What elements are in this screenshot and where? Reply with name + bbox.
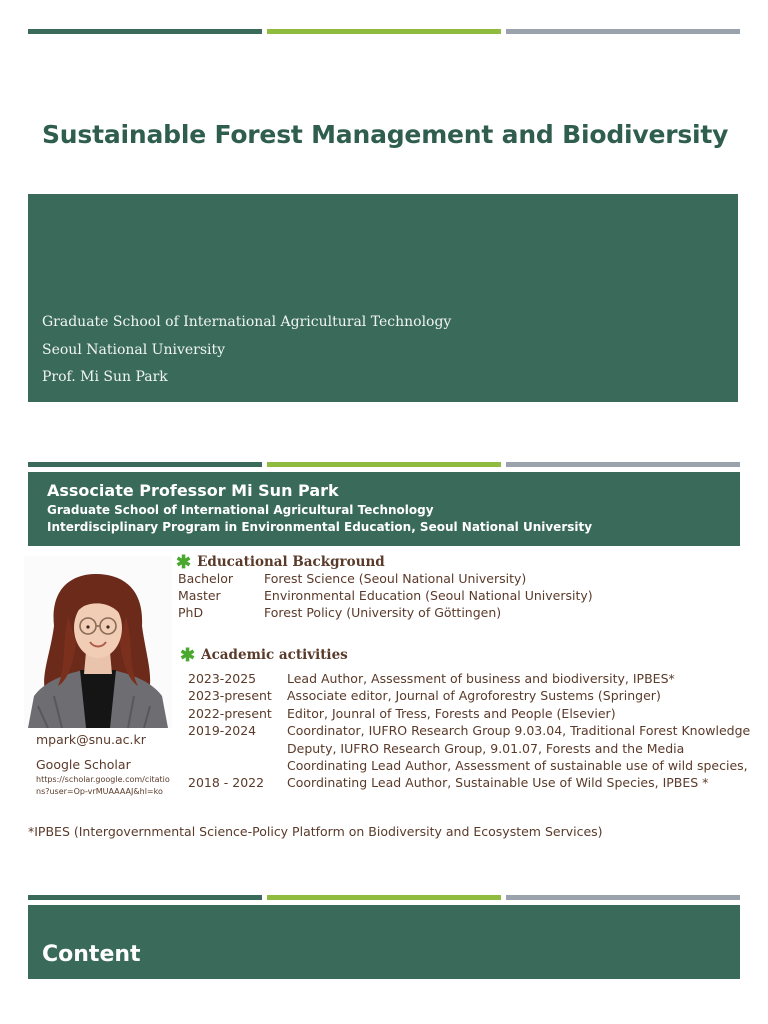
accent-stripe-gray bbox=[506, 29, 740, 34]
accent-stripe-green bbox=[267, 29, 501, 34]
content-title: Content bbox=[42, 942, 141, 967]
accent-stripe-green bbox=[267, 462, 501, 467]
asterisk-bullet-icon: ✱ bbox=[176, 552, 192, 573]
accent-stripe-gray bbox=[506, 462, 740, 467]
ipbes-footnote: *IPBES (Intergovernmental Science-Policy Platform on Biodiversity and Ecosystem Services) bbox=[28, 824, 603, 839]
professor-line: Prof. Mi Sun Park bbox=[42, 369, 168, 385]
accent-stripe-dark bbox=[28, 895, 262, 900]
slide-title: Sustainable Forest Management and Biodiversity bbox=[42, 120, 729, 149]
google-scholar-link[interactable]: https://scholar.google.com/citatio bbox=[36, 775, 170, 784]
profile-header bbox=[28, 472, 740, 546]
profile-name: Associate Professor Mi Sun Park bbox=[47, 481, 339, 500]
accent-stripe-dark bbox=[28, 29, 262, 34]
asterisk-bullet-icon: ✱ bbox=[180, 645, 196, 666]
profile-affiliation-2: Interdisciplinary Program in Environmental Education, Seoul National University bbox=[47, 520, 593, 534]
accent-stripe-gray bbox=[506, 895, 740, 900]
accent-stripe-green bbox=[267, 895, 501, 900]
profile-photo bbox=[24, 556, 172, 728]
profile-affiliation-1: Graduate School of International Agricultural Technology bbox=[47, 503, 434, 517]
intro-text bbox=[42, 313, 451, 396]
portrait-illustration bbox=[24, 556, 172, 728]
google-scholar-link[interactable]: ns?user=Op-vrMUAAAAJ&hl=ko bbox=[36, 787, 163, 796]
university-line: Seoul National University bbox=[42, 341, 226, 358]
activities-heading: ✱ Academic activities bbox=[180, 645, 348, 666]
email-text: mpark@snu.ac.kr bbox=[36, 732, 146, 747]
accent-stripe-dark bbox=[28, 462, 262, 467]
education-heading: ✱ Educational Background bbox=[176, 552, 385, 573]
school-line: Graduate School of International Agricultural Technology bbox=[42, 314, 452, 330]
google-scholar-label: Google Scholar bbox=[36, 757, 131, 772]
